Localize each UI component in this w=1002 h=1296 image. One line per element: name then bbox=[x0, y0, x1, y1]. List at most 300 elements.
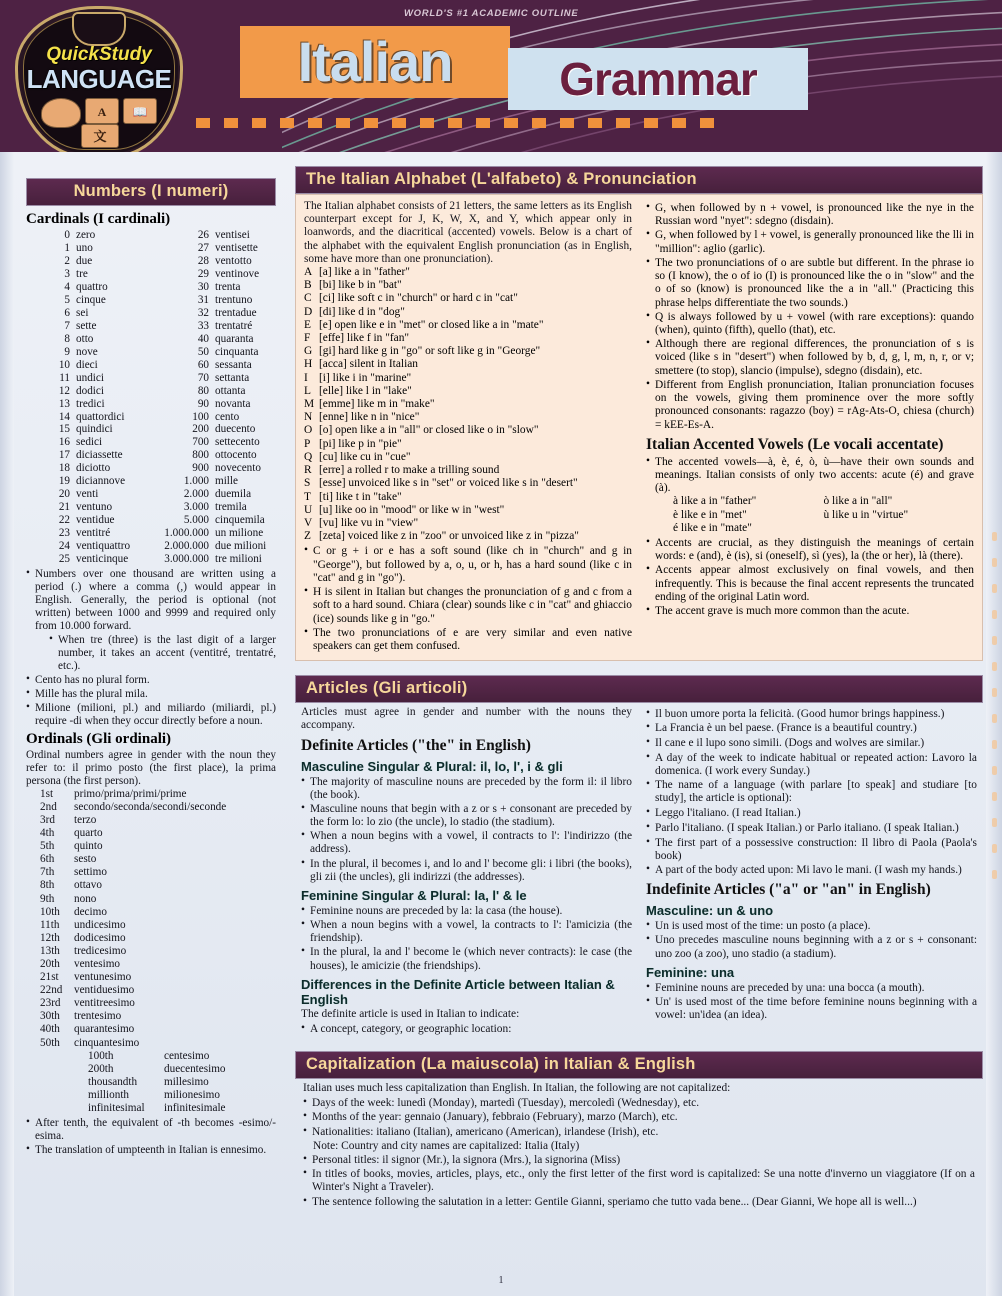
ordinal-row bbox=[26, 971, 276, 984]
article-example: • Leggo l'italiano. (I read Italian.) bbox=[646, 807, 977, 820]
ordinal-row bbox=[26, 1010, 276, 1023]
edge-punch-mark bbox=[992, 766, 997, 775]
number-digit: 25 bbox=[58, 552, 70, 565]
vowel-examples-col2 bbox=[824, 495, 975, 535]
badge-icon-row bbox=[29, 98, 169, 150]
number-digit: 23 bbox=[58, 526, 70, 539]
article-rule: • The majority of masculine nouns are preceded by the form il: il libro (the book). bbox=[301, 776, 632, 802]
number-digit: 2.000.000 bbox=[164, 539, 209, 552]
alphabet-letter: H bbox=[304, 358, 313, 371]
number-digit: 50 bbox=[197, 345, 209, 358]
alphabet-pronunciation: [a] like a in "father" bbox=[319, 265, 410, 278]
alphabet-row bbox=[304, 504, 632, 517]
article-rule: • A day of the week to indicate habitual or repeated action: Lavoro la domenica. (I work every Sunday.) bbox=[646, 752, 977, 778]
article-usage-list-2 bbox=[646, 837, 977, 878]
ordinal-number: 21st bbox=[40, 971, 59, 984]
dash-mark bbox=[532, 118, 546, 128]
ordinal-word: primo/prima/primi/prime bbox=[74, 787, 187, 800]
cardinals-column-2 bbox=[153, 229, 276, 565]
number-digit: 20 bbox=[58, 488, 70, 501]
ordinal-word: sesto bbox=[74, 853, 97, 866]
number-row bbox=[153, 307, 276, 320]
ordinals-list bbox=[26, 788, 276, 1050]
numbers-section-header: Numbers (I numeri) bbox=[26, 178, 276, 206]
book-glyph-icon: 📖 bbox=[123, 98, 157, 124]
article-rule: • A concept, category, or geographic location: bbox=[301, 1023, 632, 1036]
number-word: sette bbox=[76, 319, 97, 332]
title-italian: Italian bbox=[297, 30, 453, 93]
alphabet-letter: M bbox=[304, 398, 315, 411]
indefinite-masculine-list bbox=[646, 920, 977, 961]
article-rule: • Un is used most of the time: un posto (a place). bbox=[646, 920, 977, 933]
ordinal-number: 11th bbox=[40, 918, 60, 931]
alphabet-row bbox=[304, 491, 632, 504]
number-row bbox=[30, 462, 153, 475]
ordinal-word: quinto bbox=[74, 840, 103, 853]
alphabet-row bbox=[304, 464, 632, 477]
title-grammar: Grammar bbox=[559, 53, 757, 105]
number-digit: 40 bbox=[197, 332, 209, 345]
articles-intro: Articles must agree in gender and number with the nouns they accompany. bbox=[301, 706, 632, 732]
number-word: otto bbox=[76, 332, 94, 345]
ordinal-row bbox=[26, 906, 276, 919]
alphabet-note: • C or g + i or e has a soft sound (like ch in "church" and g in "George"), but followed by a, o, u, or h, has a hard sound (like c in "cat" and g in "go"). bbox=[304, 545, 632, 585]
ordinal-word: ventitreesimo bbox=[74, 997, 135, 1010]
dash-mark bbox=[588, 118, 602, 128]
alphabet-row bbox=[304, 372, 632, 385]
ordinal-number: 12th bbox=[40, 931, 60, 944]
ordinal-row bbox=[26, 958, 276, 971]
numbers-subnote-list bbox=[49, 634, 276, 673]
number-row bbox=[30, 488, 153, 501]
ordinal-number: 22nd bbox=[40, 984, 63, 997]
number-word: ventotto bbox=[215, 255, 252, 268]
number-row bbox=[153, 333, 276, 346]
number-word: cento bbox=[215, 410, 240, 423]
alphabet-row bbox=[304, 398, 632, 411]
ordinal-number: 50th bbox=[40, 1036, 60, 1049]
alphabet-pronunciation: [vu] like vu in "view" bbox=[319, 517, 419, 530]
article-usage-list bbox=[646, 752, 977, 806]
alphabet-pronunciation: [erre] a rolled r to make a trilling sound bbox=[319, 464, 500, 477]
right-page-edge bbox=[986, 152, 1002, 1296]
ordinal-row bbox=[26, 1037, 276, 1050]
brand-quickstudy: QuickStudy bbox=[46, 44, 152, 65]
alphabet-letter: Q bbox=[304, 450, 313, 463]
article-rule: • When a noun begins with a vowel, la contracts to l': l'amicizia (the friendship). bbox=[301, 919, 632, 945]
number-word: sessanta bbox=[215, 358, 252, 371]
letter-a-icon: A bbox=[85, 98, 119, 124]
edge-punch-mark bbox=[992, 844, 997, 853]
numbers-body bbox=[26, 206, 276, 1157]
dash-mark bbox=[224, 118, 238, 128]
ordinal-row bbox=[26, 866, 276, 879]
ordinals-notes-list bbox=[26, 1117, 276, 1157]
tagline: WORLD'S #1 ACADEMIC OUTLINE bbox=[404, 8, 579, 19]
alphabet-pronunciation: [bi] like b in "bat" bbox=[319, 279, 402, 292]
alphabet-letter: C bbox=[304, 292, 312, 305]
dash-mark bbox=[308, 118, 322, 128]
number-word: novecento bbox=[215, 462, 261, 475]
ordinal-number: infinitesimal bbox=[88, 1102, 145, 1115]
ordinal-row bbox=[26, 919, 276, 932]
article-rule: • Masculine nouns that begin with a z or s + consonant are preceded by the form lo: lo zio (the uncle), lo stadio (the stadium). bbox=[301, 803, 632, 829]
article-differences-intro: The definite article is used in Italian to indicate: bbox=[301, 1007, 520, 1020]
feminine-articles-list bbox=[301, 905, 632, 973]
alphabet-section-header: The Italian Alphabet (L'alfabeto) & Pronunciation bbox=[295, 166, 983, 194]
number-digit: 700 bbox=[192, 436, 209, 449]
edge-punch-mark bbox=[992, 714, 997, 723]
number-word: trentadue bbox=[215, 307, 257, 320]
ordinal-row bbox=[26, 1050, 276, 1063]
number-word: duecento bbox=[215, 423, 256, 436]
number-word: ventuno bbox=[76, 501, 113, 514]
number-digit: 24 bbox=[58, 539, 70, 552]
alphabet-left-column bbox=[304, 200, 632, 654]
accented-vowel-note: • Accents appear almost exclusively on final vowels, and then infrequently. This is because the final accent represents the truncated ending of the original Latin word. bbox=[646, 564, 974, 604]
number-word: ventiquattro bbox=[76, 539, 131, 552]
capitalization-panel bbox=[295, 1079, 983, 1216]
ordinal-row bbox=[26, 801, 276, 814]
number-digit: 3 bbox=[64, 268, 70, 281]
number-digit: 5 bbox=[64, 294, 70, 307]
badge-crest-icon bbox=[72, 12, 126, 46]
ordinal-word: terzo bbox=[74, 813, 97, 826]
accented-vowels-intro-list bbox=[646, 456, 974, 535]
number-word: ventinove bbox=[215, 268, 260, 281]
number-word: dodici bbox=[76, 384, 104, 397]
number-digit: 5.000 bbox=[183, 514, 209, 527]
alphabet-row bbox=[304, 279, 632, 292]
page-number: 1 bbox=[498, 1275, 504, 1286]
number-word: quattordici bbox=[76, 410, 125, 423]
ordinal-row bbox=[26, 853, 276, 866]
number-row bbox=[153, 268, 276, 281]
dash-mark bbox=[280, 118, 294, 128]
articles-two-columns bbox=[301, 706, 977, 1037]
number-word: cinquemila bbox=[215, 514, 265, 527]
number-row bbox=[153, 372, 276, 385]
ordinal-number: 6th bbox=[40, 853, 55, 866]
ordinal-number: 23rd bbox=[40, 997, 61, 1010]
number-digit: 13 bbox=[58, 397, 70, 410]
ordinal-number: millionth bbox=[88, 1088, 130, 1101]
ordinal-word: quarantesimo bbox=[74, 1023, 135, 1036]
number-row bbox=[30, 307, 153, 320]
vowel-examples-grid bbox=[655, 495, 974, 535]
alphabet-pronunciation: [o] open like a in "all" or closed like o in "slow" bbox=[319, 424, 539, 437]
ordinal-word: settimo bbox=[74, 866, 107, 879]
articles-section-header: Articles (Gli articoli) bbox=[295, 675, 983, 703]
number-row bbox=[30, 229, 153, 242]
number-row bbox=[153, 475, 276, 488]
capitalization-list bbox=[303, 1097, 975, 1208]
number-digit: 6 bbox=[64, 307, 70, 320]
dash-mark bbox=[196, 118, 210, 128]
alphabet-letter: A bbox=[304, 265, 313, 278]
number-row bbox=[153, 255, 276, 268]
feminine-articles-heading: Feminine Singular & Plural: la, l' & le bbox=[301, 887, 527, 903]
number-digit: 80 bbox=[197, 384, 209, 397]
ordinal-row bbox=[26, 1089, 276, 1102]
edge-punch-mark bbox=[992, 740, 997, 749]
alphabet-pronunciation: [cu] like cu in "cue" bbox=[319, 450, 411, 463]
ordinal-number: 1st bbox=[40, 787, 54, 800]
article-differences-list bbox=[301, 1023, 632, 1036]
dash-mark bbox=[700, 118, 714, 128]
number-row bbox=[30, 281, 153, 294]
alphabet-row bbox=[304, 411, 632, 424]
alphabet-letter: P bbox=[304, 437, 311, 450]
brand-language: LANGUAGE bbox=[26, 64, 172, 94]
dash-mark bbox=[392, 118, 406, 128]
dash-mark bbox=[616, 118, 630, 128]
definite-articles-heading: Definite Articles ("the" in English) bbox=[301, 736, 531, 754]
article-example: • Parlo l'italiano. (I speak Italian.) or Parlo italiano. (I speak Italian.) bbox=[646, 822, 977, 835]
ordinal-word: infinitesimale bbox=[164, 1102, 226, 1115]
number-row bbox=[153, 540, 276, 553]
accented-vowels-notes bbox=[646, 537, 974, 618]
alphabet-row bbox=[304, 292, 632, 305]
number-row bbox=[153, 346, 276, 359]
number-row bbox=[30, 333, 153, 346]
alphabet-note: • The two pronunciations of o are subtle but different. In the phrase io so (I know), the o of io (I) is pronounced like the o in "slow" and the o of so (know) is pronounced like the a in "all." (Practicing this phrase helps differentiate the two sounds.) bbox=[646, 257, 974, 310]
articles-right-column bbox=[646, 706, 977, 1037]
vowel-example: è like e in "met" bbox=[673, 508, 747, 521]
dash-mark bbox=[448, 118, 462, 128]
ordinal-word: dodicesimo bbox=[74, 931, 126, 944]
number-word: mille bbox=[215, 475, 238, 488]
capitalization-rule: • Nationalities: italiano (Italian), americano (American), irlandese (Irish), etc. bbox=[303, 1126, 975, 1139]
dash-mark bbox=[644, 118, 658, 128]
ordinal-row bbox=[26, 893, 276, 906]
article-rule: • When a noun begins with a vowel, il contracts to l': l'indirizzo (the address). bbox=[301, 830, 632, 856]
ordinal-word: ventunesimo bbox=[74, 971, 132, 984]
alphabet-row bbox=[304, 332, 632, 345]
number-word: ventisette bbox=[215, 242, 258, 255]
number-digit: 9 bbox=[64, 345, 70, 358]
alphabet-letter: V bbox=[304, 517, 313, 530]
alphabet-pronunciation: [emme] like m in "make" bbox=[319, 398, 435, 411]
alphabet-note: • H is silent in Italian but changes the pronunciation of g and c from a soft to a hard sound. Chiara (clear) sounds like c in "cat" and ghiaccio (ice) sounds like g in "go." bbox=[304, 586, 632, 626]
number-digit: 31 bbox=[197, 294, 209, 307]
number-digit: 2.000 bbox=[183, 488, 209, 501]
article-rule: • The name of a language (with parlare [to speak] and studiare [to study], the article is optional): bbox=[646, 779, 977, 805]
ordinal-number: 100th bbox=[88, 1049, 114, 1062]
alphabet-row bbox=[304, 306, 632, 319]
article-rule: • In the plural, la and l' become le (which never contracts): le case (the houses), le amicizie (the friendships). bbox=[301, 946, 632, 972]
number-digit: 200 bbox=[192, 423, 209, 436]
article-rule: • Un' is used most of the time before feminine nouns beginning with a vowel: un'idea (an idea). bbox=[646, 996, 977, 1022]
article-differences-heading: Differences in the Definite Article between Italian & English bbox=[301, 976, 615, 1007]
number-row bbox=[153, 488, 276, 501]
masculine-articles-list bbox=[301, 776, 632, 884]
cardinals-heading: Cardinals (I cardinali) bbox=[26, 211, 171, 227]
alphabet-row bbox=[304, 477, 632, 490]
article-rule: • The first part of a possessive construction: Il libro di Paola (Paola's book) bbox=[646, 837, 977, 863]
indefinite-articles-heading: Indefinite Articles ("a" or "an" in English) bbox=[646, 881, 931, 899]
vowel-example: à like a in "father" bbox=[673, 495, 757, 508]
ordinal-row bbox=[26, 840, 276, 853]
alphabet-letter: S bbox=[304, 477, 311, 490]
alphabet-right-column bbox=[646, 200, 974, 654]
ordinal-row bbox=[26, 814, 276, 827]
number-digit: 1 bbox=[64, 242, 70, 255]
number-word: duemila bbox=[215, 488, 252, 501]
number-word: settanta bbox=[215, 371, 250, 384]
number-digit: 90 bbox=[197, 397, 209, 410]
dash-mark bbox=[672, 118, 686, 128]
articles-left-column bbox=[301, 706, 632, 1037]
number-word: tremila bbox=[215, 501, 247, 514]
ordinal-word: milionesimo bbox=[164, 1088, 220, 1101]
number-digit: 21 bbox=[58, 501, 70, 514]
vowel-example: é like e in "mate" bbox=[673, 521, 752, 534]
ordinal-word: cinquantesimo bbox=[74, 1036, 140, 1049]
alphabet-letter-list bbox=[304, 266, 632, 544]
number-digit: 0 bbox=[64, 229, 70, 242]
ordinal-word: secondo/seconda/secondi/seconde bbox=[74, 800, 227, 813]
number-digit: 22 bbox=[58, 514, 70, 527]
number-row bbox=[30, 255, 153, 268]
alphabet-row bbox=[304, 517, 632, 530]
alphabet-pronunciation: [acca] silent in Italian bbox=[319, 358, 418, 371]
dash-mark bbox=[364, 118, 378, 128]
capitalization-rule: • Personal titles: il signor (Mr.), la signora (Mrs.), la signorina (Miss) bbox=[303, 1154, 975, 1167]
ordinal-number: thousandth bbox=[88, 1075, 138, 1088]
number-word: quattro bbox=[76, 281, 108, 294]
number-digit: 15 bbox=[58, 423, 70, 436]
article-example-sublist-2 bbox=[646, 807, 977, 834]
cardinals-column-1 bbox=[30, 229, 153, 565]
number-row bbox=[153, 385, 276, 398]
ordinal-row bbox=[26, 932, 276, 945]
number-word: novanta bbox=[215, 397, 251, 410]
title-grammar-box bbox=[508, 48, 808, 110]
number-row bbox=[30, 398, 153, 411]
article-example: • Il cane e il lupo sono simili. (Dogs and wolves are similar.) bbox=[646, 737, 977, 750]
number-digit: 27 bbox=[197, 242, 209, 255]
number-digit: 3.000 bbox=[183, 501, 209, 514]
number-digit: 30 bbox=[197, 281, 209, 294]
ordinal-number: 3rd bbox=[40, 813, 55, 826]
alphabet-letter: L bbox=[304, 384, 311, 397]
header-banner bbox=[0, 0, 1002, 152]
ordinal-row bbox=[26, 1076, 276, 1089]
ordinals-deep-list bbox=[26, 1050, 276, 1115]
ordinals-note: • After tenth, the equivalent of -th becomes -esimo/-esima. bbox=[26, 1117, 276, 1143]
alphabet-letter: F bbox=[304, 331, 311, 344]
numbers-column bbox=[26, 178, 276, 1158]
article-rule: • Uno precedes masculine nouns beginning with a z or s + consonant: uno zoo (a zoo), uno stadio (a stadium). bbox=[646, 934, 977, 960]
number-row bbox=[153, 281, 276, 294]
alphabet-pronunciation: [pi] like p in "pie" bbox=[319, 437, 402, 450]
ordinals-note: • The translation of umpteenth in Italian is ennesimo. bbox=[26, 1144, 276, 1157]
alphabet-pronunciation: [zeta] voiced like z in "zoo" or unvoiced like z in "pizza" bbox=[319, 530, 579, 543]
number-row bbox=[153, 423, 276, 436]
alphabet-row bbox=[304, 530, 632, 543]
number-digit: 14 bbox=[58, 410, 70, 423]
number-row bbox=[30, 475, 153, 488]
left-page-edge bbox=[0, 152, 14, 1296]
ordinal-row bbox=[26, 997, 276, 1010]
ordinal-number: 13th bbox=[40, 944, 60, 957]
article-example-sublist-1 bbox=[646, 708, 977, 750]
alphabet-row bbox=[304, 385, 632, 398]
ordinal-number: 200th bbox=[88, 1062, 114, 1075]
number-row bbox=[30, 268, 153, 281]
number-row bbox=[153, 242, 276, 255]
number-digit: 3.000.000 bbox=[164, 552, 209, 565]
alphabet-intro: The Italian alphabet consists of 21 letters, the same letters as its English counterpart except for J, K, W, X, and Y, which appear only in loanwords, and the diacritical (accented) vowels. Below is a chart of the alphabet with the equivalent English pronunciation (as in English, some have more than one pronunciation). bbox=[304, 200, 632, 265]
number-digit: 19 bbox=[58, 475, 70, 488]
ordinal-row bbox=[26, 827, 276, 840]
number-digit: 10 bbox=[58, 358, 70, 371]
alphabet-letter: O bbox=[304, 424, 313, 437]
number-word: ventisei bbox=[215, 229, 250, 242]
dash-mark bbox=[476, 118, 490, 128]
ordinals-intro: Ordinal numbers agree in gender with the noun they refer to: il primo posto (the first place), la prima persona (the first person). bbox=[26, 748, 276, 787]
quickstudy-badge bbox=[15, 6, 183, 152]
number-word: ventidue bbox=[76, 514, 115, 527]
alphabet-pronunciation: [effe] like f in "fan" bbox=[319, 331, 410, 344]
dash-mark bbox=[560, 118, 574, 128]
numbers-subnote: • When tre (three) is the last digit of a larger number, it takes an accent (ventitré, trentatré, etc.). bbox=[49, 634, 276, 673]
main-column bbox=[295, 166, 983, 1216]
masculine-articles-heading: Masculine Singular & Plural: il, lo, l', i & gli bbox=[301, 758, 563, 774]
number-word: trentuno bbox=[215, 294, 253, 307]
vowel-examples-col1 bbox=[673, 495, 824, 535]
number-word: nove bbox=[76, 345, 98, 358]
edge-punch-mark bbox=[992, 584, 997, 593]
ordinal-number: 30th bbox=[40, 1010, 60, 1023]
number-word: quindici bbox=[76, 423, 113, 436]
edge-punch-mark bbox=[992, 818, 997, 827]
ordinal-word: ventiduesimo bbox=[74, 984, 135, 997]
capitalization-rule: • Days of the week: lunedì (Monday), martedì (Tuesday), mercoledì (Wednesday), etc. bbox=[303, 1097, 975, 1110]
number-digit: 800 bbox=[192, 449, 209, 462]
alphabet-row bbox=[304, 424, 632, 437]
accented-vowels-intro bbox=[646, 456, 974, 535]
number-digit: 2 bbox=[64, 255, 70, 268]
number-row bbox=[30, 423, 153, 436]
alphabet-letter: D bbox=[304, 305, 313, 318]
edge-punch-mark bbox=[992, 662, 997, 671]
cardinals-grid bbox=[26, 229, 276, 565]
number-digit: 28 bbox=[197, 255, 209, 268]
number-digit: 16 bbox=[58, 436, 70, 449]
ordinal-word: nono bbox=[74, 892, 97, 905]
article-example: • Il buon umore porta la felicità. (Good humor brings happiness.) bbox=[646, 708, 977, 721]
number-word: diciannove bbox=[76, 475, 126, 488]
number-row bbox=[30, 553, 153, 566]
number-row bbox=[153, 398, 276, 411]
edge-punch-mark bbox=[992, 532, 997, 541]
edge-punch-mark bbox=[992, 558, 997, 567]
number-word: due bbox=[76, 255, 93, 268]
number-digit: 1.000.000 bbox=[164, 526, 209, 539]
dash-decoration-row bbox=[196, 118, 726, 128]
ordinal-row bbox=[26, 945, 276, 958]
edge-punch-mark bbox=[992, 688, 997, 697]
numbers-note: • Cento has no plural form. bbox=[26, 674, 276, 687]
articles-panel bbox=[295, 703, 983, 1041]
ordinal-word: tredicesimo bbox=[74, 944, 127, 957]
accented-vowel-note: • Accents are crucial, as they distinguish the meanings of certain words: e (and), è (is), si (oneself), sì (yes), la (the or her), là (there). bbox=[646, 537, 974, 563]
ordinal-row bbox=[26, 788, 276, 801]
number-word: cinquanta bbox=[215, 345, 259, 358]
number-row bbox=[30, 294, 153, 307]
